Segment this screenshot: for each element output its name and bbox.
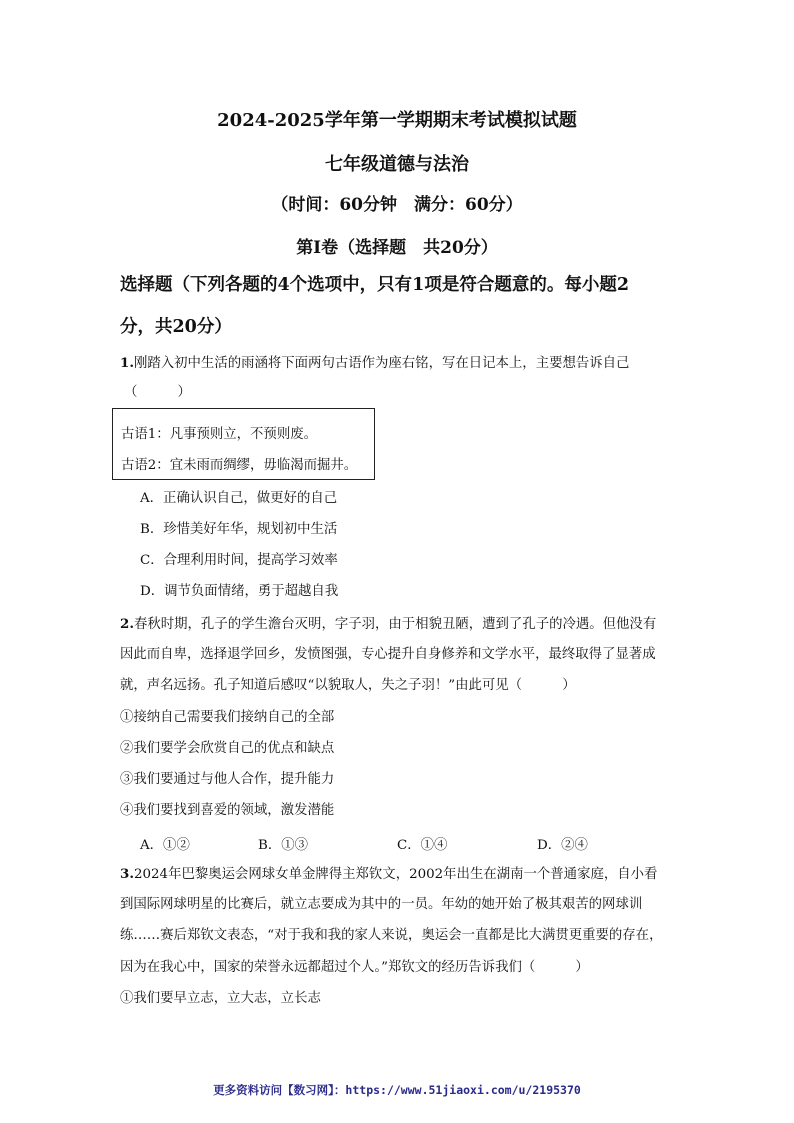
subject-title: 七年级道德与法治 [325, 154, 469, 175]
volume-title: 第Ⅰ卷（选择题 共20分） [296, 238, 498, 258]
q1-answer-bracket: （ ） [124, 385, 191, 400]
q1-stem-line1 [120, 354, 629, 373]
q2-option-c: C．①④ [397, 838, 448, 853]
q2-option-d: D．②④ [537, 838, 588, 853]
section-instruction-line2: 分，共20分） [120, 317, 232, 337]
q3-stem-line2: 到国际网球明星的比赛后，就立志要成为其中的一员。年幼的她开始了极其艰苦的网球训 [120, 897, 643, 912]
q1-number: 1. [120, 355, 134, 371]
q3-stem-line3: 练……赛后郑钦文表态，“对于我和我的家人来说，奥运会一直都是比大满贯更重要的存在， [120, 928, 663, 943]
q1-option-b: B．珍惜美好年华，规划初中生活 [140, 522, 338, 537]
q2-stem-line2: 因此而自卑，选择退学回乡，发愤图强，专心提升自身修养和文学水平，最终取得了显著成 [120, 647, 656, 662]
q2-number: 2. [120, 616, 134, 632]
q1-option-d: D．调节负面情绪，勇于超越自我 [140, 584, 339, 599]
q1-quote1: 古语1：凡事预则立，不预则废。 [121, 427, 317, 442]
q2-statement-1: ①接纳自己需要我们接纳自己的全部 [120, 710, 335, 725]
q2-statement-4: ④我们要找到喜爱的领域，激发潜能 [120, 803, 335, 818]
q1-quote-box [112, 408, 375, 480]
q1-quote2: 古语2：宜未雨而绸缪，毋临渴而掘井。 [121, 458, 358, 473]
q3-stem-line1 [120, 865, 657, 884]
q2-statement-3: ③我们要通过与他人合作，提升能力 [120, 772, 335, 787]
time-score-line: （时间：60分钟 满分：60分） [271, 195, 523, 215]
q1-option-a: A．正确认识自己，做更好的自己 [140, 491, 338, 506]
q1-stem-text: 刚踏入初中生活的雨涵将下面两句古语作为座右铭，写在日记本上，主要想告诉自己 [133, 356, 630, 371]
q3-stem-line4: 因为在我心中，国家的荣誉永远都超过个人。”郑钦文的经历告诉我们（ ） [120, 960, 589, 975]
footer-link[interactable]: 更多资料访问【数习网】：https://www.51jiaoxi.com/u/2195370 [213, 1083, 581, 1097]
q2-stem-text: 春秋时期，孔子的学生澹台灭明，字子羽，由于相貌丑陋，遭到了孔子的冷遇。但他没有 [133, 617, 657, 632]
q2-stem-line3: 就，声名远扬。孔子知道后感叹“以貌取人，失之子羽！”由此可见（ ） [120, 678, 576, 693]
q3-stem-text: 2024年巴黎奥运会网球女单金牌得主郑钦文，2002年出生在湖南一个普通家庭，自小看 [133, 867, 658, 882]
section-instruction-line1: 选择题（下列各题的4个选项中，只有1项是符合题意的。每小题2 [120, 275, 630, 295]
q1-option-c: C．合理利用时间，提高学习效率 [140, 553, 338, 568]
q3-number: 3. [120, 866, 134, 882]
q3-statement-1: ①我们要早立志，立大志，立长志 [120, 991, 321, 1006]
q2-option-a: A．①② [140, 838, 190, 853]
q2-option-b: B．①③ [258, 838, 309, 853]
q2-statement-2: ②我们要学会欣赏自己的优点和缺点 [120, 741, 335, 756]
exam-title: 2024-2025学年第一学期期末考试模拟试题 [217, 110, 577, 131]
q2-stem-line1 [120, 615, 656, 634]
